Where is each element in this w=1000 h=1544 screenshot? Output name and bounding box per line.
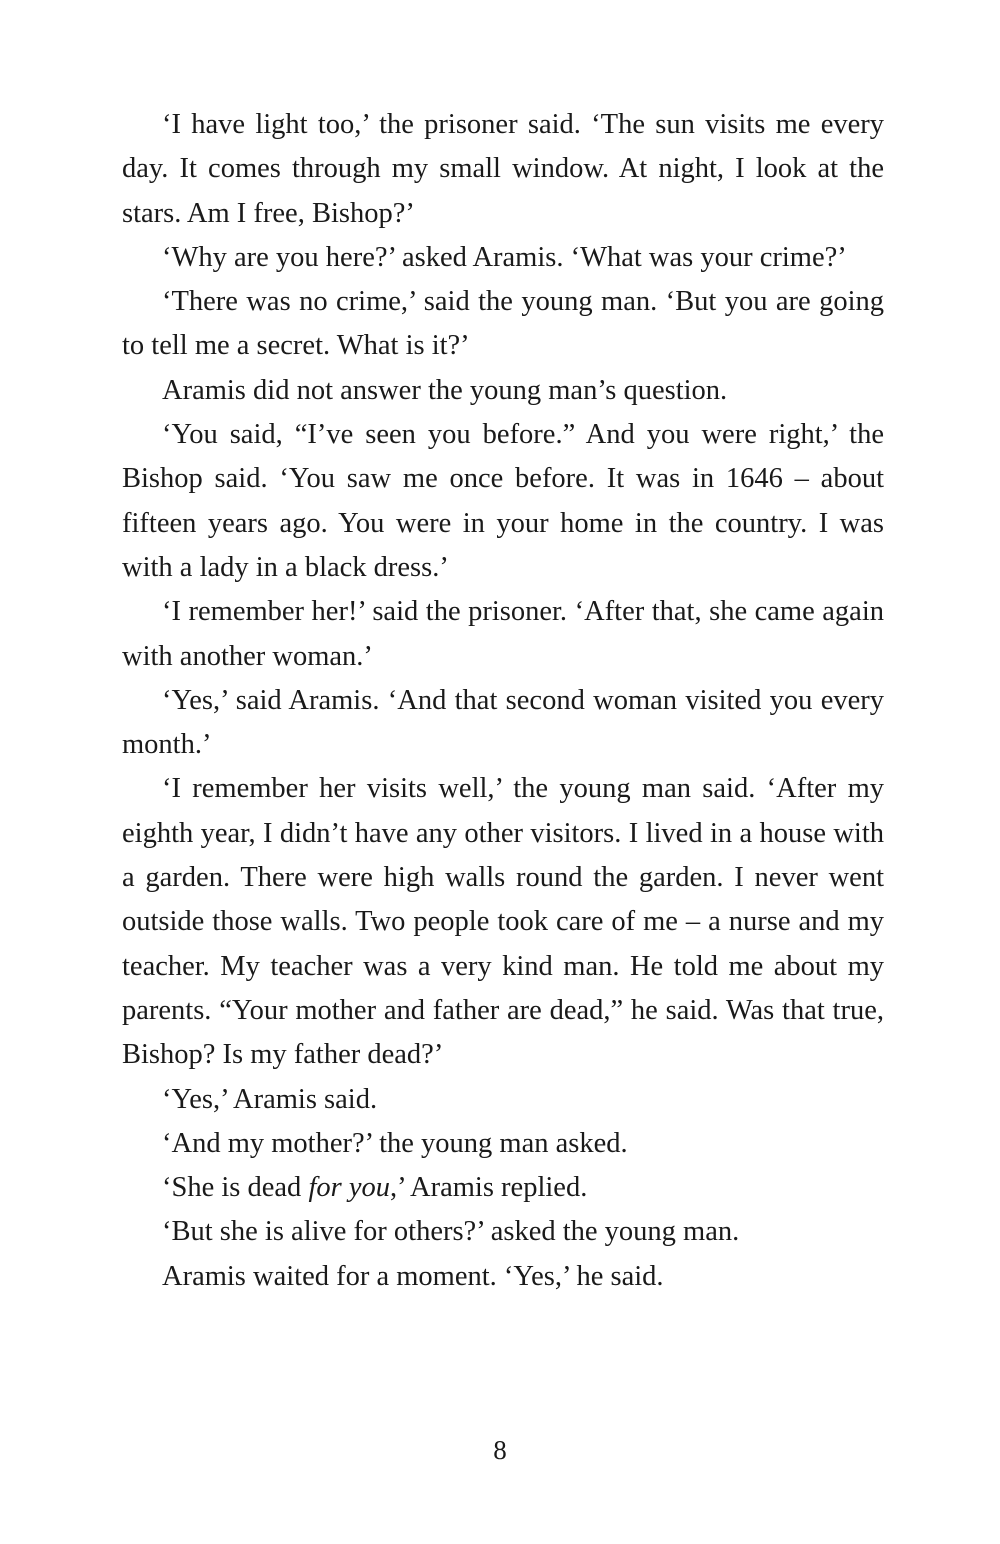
paragraph: ‘I remember her visits well,’ the young man said. ‘After my eighth year, I didn’t have any other visitors. I lived in a house with a garden. There were high walls round the garden. I never went outside those walls. Two people took care of me – a nurse and my teacher. My teacher was a very kind man. He told me about my parents. “Your mother and father are dead,” he said. Was that true, Bishop? Is my father dead?’ bbox=[122, 773, 884, 1071]
paragraph: ‘You said, “I’ve seen you before.” And you were right,’ the Bishop said. ‘You saw me once before. It was in 1646 – about fifteen years ago. You were in your home in the country. I was with a lady in a black dress.’ bbox=[122, 419, 884, 583]
paragraph: ‘I remember her!’ said the prisoner. ‘After that, she came again with another woman.’ bbox=[122, 596, 884, 672]
paragraph: ‘But she is alive for others?’ asked the young man. bbox=[162, 1216, 740, 1248]
paragraph: ‘And my mother?’ the young man asked. bbox=[162, 1127, 628, 1159]
page-number: 8 bbox=[493, 1435, 507, 1465]
paragraph: Aramis waited for a moment. ‘Yes,’ he said. bbox=[162, 1260, 664, 1292]
paragraph: ‘Why are you here?’ asked Aramis. ‘What was your crime?’ bbox=[162, 241, 847, 273]
italic-phrase: for you bbox=[308, 1172, 390, 1204]
paragraph: ‘Yes,’ said Aramis. ‘And that second woman visited you every month.’ bbox=[122, 684, 884, 761]
paragraph-with-italic: ‘She is dead for you,’ Aramis replied. bbox=[162, 1172, 588, 1204]
paragraph: ‘I have light too,’ the prisoner said. ‘The sun visits me every day. It comes through my small window. At night, I look at the stars. Am I free, Bishop?’ bbox=[122, 109, 884, 229]
paragraph: Aramis did not answer the young man’s question. bbox=[162, 374, 728, 406]
paragraph: ‘Yes,’ Aramis said. bbox=[162, 1083, 378, 1115]
paragraph: ‘There was no crime,’ said the young man. ‘But you are going to tell me a secret. What is it?’ bbox=[122, 286, 884, 362]
body-text bbox=[122, 103, 884, 1299]
